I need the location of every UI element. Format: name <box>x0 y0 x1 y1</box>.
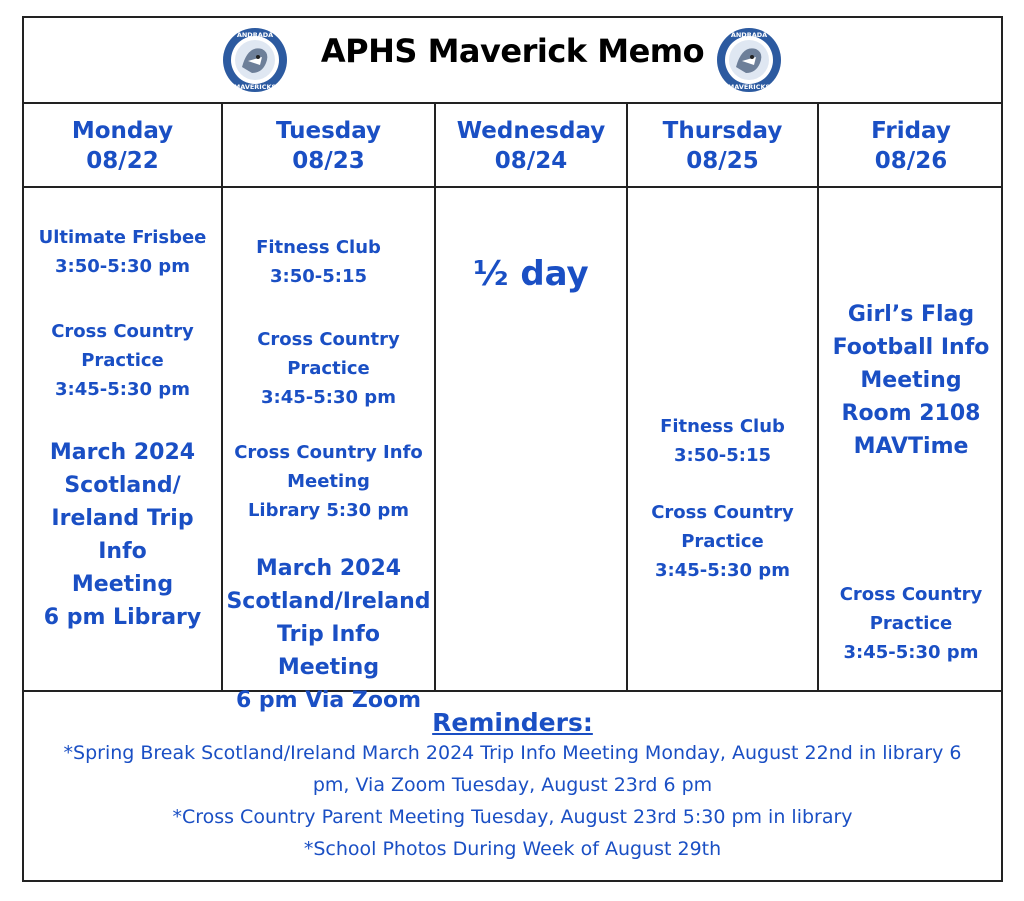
event-half-day: ½ day <box>473 254 589 294</box>
day-date: 08/26 <box>874 148 948 174</box>
event-line: March 2024 <box>255 556 402 581</box>
logo-text-top: ANDRADA <box>236 31 274 39</box>
event-line: 3:45-5:30 pm <box>843 642 979 663</box>
event-line: Fitness Club <box>660 416 785 437</box>
event-line: Ireland Trip Info <box>51 506 194 564</box>
day-header-tuesday <box>223 104 434 186</box>
event-cross-country <box>223 325 434 412</box>
thursday-cell <box>628 188 817 692</box>
event-line: Library 5:30 pm <box>247 500 410 521</box>
event-line: Girl’s Flag <box>847 302 975 327</box>
event-flag-football-meeting <box>819 298 1003 463</box>
day-header-friday <box>819 104 1003 186</box>
event-line: Scotland/Ireland <box>226 589 431 614</box>
day-date: 08/24 <box>494 148 568 174</box>
event-cross-country <box>628 498 817 585</box>
event-line: Practice <box>81 350 164 371</box>
event-line: 3:50-5:15 <box>269 266 367 287</box>
logo-text-bottom: MAVERICKS <box>727 83 771 91</box>
logo-text-bottom: MAVERICKS <box>233 83 277 91</box>
day-header-monday <box>24 104 221 186</box>
event-line: 3:45-5:30 pm <box>261 387 396 408</box>
event-cross-country <box>24 317 221 404</box>
day-name: Thursday <box>662 118 783 144</box>
reminder-line: pm, Via Zoom Tuesday, August 23rd 6 pm <box>312 774 713 796</box>
event-line: Meeting <box>71 572 174 597</box>
event-line: Practice <box>287 358 370 379</box>
event-line: MAVTime <box>853 434 969 459</box>
mavericks-logo-right <box>716 27 782 93</box>
event-trip-info-meeting-zoom <box>223 552 434 717</box>
monday-cell <box>24 188 221 692</box>
day-date: 08/23 <box>292 148 365 174</box>
event-line: 3:45-5:30 pm <box>655 560 790 581</box>
event-line: Cross Country <box>651 502 794 523</box>
event-line: Fitness Club <box>256 237 381 258</box>
wednesday-cell <box>436 188 626 692</box>
event-trip-info-meeting <box>24 436 221 634</box>
day-date: 08/25 <box>686 148 759 174</box>
event-line: 6 pm Library <box>43 605 202 630</box>
event-line: Cross Country Info <box>234 442 423 463</box>
friday-cell <box>819 188 1003 692</box>
event-fitness-club <box>203 233 434 291</box>
reminders-title: Reminders: <box>432 708 593 737</box>
event-cross-country-info-meeting <box>223 438 434 525</box>
memo-table <box>22 16 1003 882</box>
logo-text-top: ANDRADA <box>730 31 768 39</box>
event-fitness-club <box>628 412 817 470</box>
day-name: Friday <box>871 118 951 144</box>
day-name: Tuesday <box>275 118 382 144</box>
day-date: 08/22 <box>86 148 159 174</box>
event-line: Meeting <box>287 471 370 492</box>
memo-header <box>24 18 1001 104</box>
event-line: Ultimate Frisbee <box>38 227 207 248</box>
event-line: Scotland/ <box>64 473 181 498</box>
reminder-line: *Cross Country Parent Meeting Tuesday, August 23rd 5:30 pm in library <box>172 806 853 828</box>
event-line: Practice <box>681 531 764 552</box>
event-line: 3:50-5:30 pm <box>55 256 190 277</box>
event-line: Practice <box>869 613 953 634</box>
event-line: 3:45-5:30 pm <box>55 379 190 400</box>
event-line: Room 2108 <box>841 401 981 426</box>
event-line: 3:50-5:15 <box>673 445 771 466</box>
event-line: Cross Country <box>839 584 983 605</box>
event-line: March 2024 <box>49 440 196 465</box>
event-line: Meeting <box>860 368 962 393</box>
event-line: 6 pm Via Zoom <box>235 688 422 713</box>
reminder-line: *School Photos During Week of August 29th <box>303 838 722 860</box>
day-header-wednesday <box>436 104 626 186</box>
day-name: Monday <box>71 118 174 144</box>
event-ultimate-frisbee <box>24 223 221 281</box>
tuesday-cell <box>223 188 434 713</box>
day-name: Wednesday <box>456 118 606 144</box>
event-line: Trip Info Meeting <box>277 622 380 680</box>
event-line: Cross Country <box>51 321 194 342</box>
event-cross-country <box>819 580 1003 667</box>
event-line: Cross Country <box>257 329 400 350</box>
day-header-thursday <box>628 104 817 186</box>
memo-title: APHS Maverick Memo <box>320 32 705 70</box>
reminder-line: *Spring Break Scotland/Ireland March 2024 Trip Info Meeting Monday, August 22nd in library 6 <box>63 742 962 764</box>
reminders-section <box>24 694 1001 865</box>
event-line: Football Info <box>832 335 990 360</box>
